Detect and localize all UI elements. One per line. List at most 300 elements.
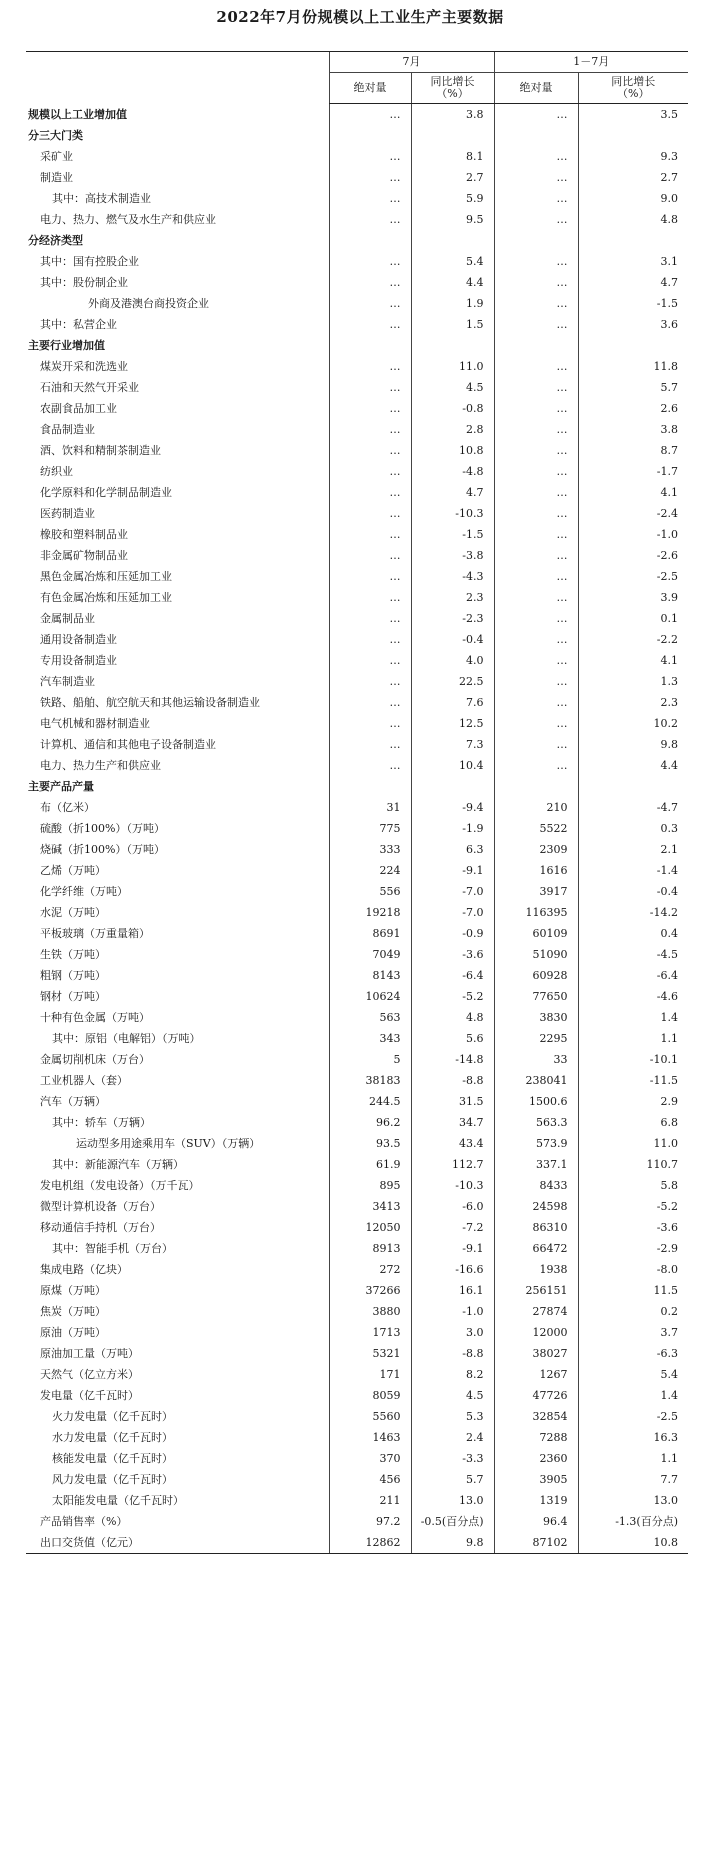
cell-jan-jul-absolute: … <box>494 251 578 272</box>
cell-jan-jul-yoy: 2.9 <box>578 1091 688 1112</box>
table-row <box>26 398 688 419</box>
cell-july-absolute: … <box>329 713 411 734</box>
cell-jan-jul-absolute: 210 <box>494 797 578 818</box>
cell-july-absolute: 211 <box>329 1490 411 1511</box>
cell-jan-jul-yoy: 4.8 <box>578 209 688 230</box>
cell-jan-jul-yoy: 8.7 <box>578 440 688 461</box>
table-row <box>26 734 688 755</box>
row-label: 化学原料和化学制品制造业 <box>40 486 172 499</box>
table-row <box>26 503 688 524</box>
cell-july-absolute: … <box>329 188 411 209</box>
row-label: 原油（万吨） <box>40 1326 106 1339</box>
cell-jan-jul-absolute: … <box>494 524 578 545</box>
table-row <box>26 1154 688 1175</box>
cell-jan-jul-yoy: 3.9 <box>578 587 688 608</box>
table-row <box>26 944 688 965</box>
cell-july-absolute <box>329 230 411 251</box>
cell-jan-jul-yoy <box>578 125 688 146</box>
cell-july-absolute <box>329 125 411 146</box>
table-row <box>26 440 688 461</box>
table-row <box>26 1217 688 1238</box>
cell-july-absolute: 244.5 <box>329 1091 411 1112</box>
table-row <box>26 1175 688 1196</box>
cell-jan-jul-absolute: 47726 <box>494 1385 578 1406</box>
cell-jan-jul-absolute: 86310 <box>494 1217 578 1238</box>
cell-jan-jul-yoy: 3.8 <box>578 419 688 440</box>
cell-jan-jul-yoy: 1.4 <box>578 1385 688 1406</box>
cell-july-yoy: 10.4 <box>411 755 494 776</box>
cell-jan-jul-absolute: … <box>494 692 578 713</box>
cell-july-yoy: 3.0 <box>411 1322 494 1343</box>
cell-july-absolute: 895 <box>329 1175 411 1196</box>
cell-jan-jul-yoy: 10.2 <box>578 713 688 734</box>
table-row <box>26 1490 688 1511</box>
header-group-july: 7月 <box>329 52 494 73</box>
cell-july-yoy: 8.2 <box>411 1364 494 1385</box>
cell-jan-jul-absolute: 1616 <box>494 860 578 881</box>
cell-july-absolute: … <box>329 692 411 713</box>
table-row <box>26 1280 688 1301</box>
row-label: 出口交货值（亿元） <box>26 1532 329 1554</box>
cell-jan-jul-absolute: … <box>494 377 578 398</box>
cell-jan-jul-yoy: 2.6 <box>578 398 688 419</box>
cell-jan-jul-absolute: … <box>494 545 578 566</box>
cell-july-yoy: -7.0 <box>411 902 494 923</box>
table-row <box>26 776 688 797</box>
row-label: 制造业 <box>40 171 73 184</box>
table-row <box>26 1427 688 1448</box>
table-row <box>26 104 688 126</box>
cell-jan-jul-yoy: 4.4 <box>578 755 688 776</box>
cell-july-absolute: … <box>329 545 411 566</box>
cell-july-yoy: 4.5 <box>411 1385 494 1406</box>
cell-july-absolute: … <box>329 251 411 272</box>
cell-july-absolute: 563 <box>329 1007 411 1028</box>
cell-jan-jul-absolute: 51090 <box>494 944 578 965</box>
cell-jan-jul-yoy: -1.7 <box>578 461 688 482</box>
cell-july-yoy: 12.5 <box>411 713 494 734</box>
cell-july-absolute: 333 <box>329 839 411 860</box>
cell-jan-jul-absolute: … <box>494 440 578 461</box>
cell-july-yoy <box>411 230 494 251</box>
row-label: 采矿业 <box>40 150 73 163</box>
cell-july-absolute: 37266 <box>329 1280 411 1301</box>
cell-july-yoy: -8.8 <box>411 1070 494 1091</box>
row-label: 太阳能发电量（亿千瓦时） <box>52 1494 184 1507</box>
cell-july-yoy: -14.8 <box>411 1049 494 1070</box>
cell-july-yoy: -4.8 <box>411 461 494 482</box>
cell-july-absolute: 96.2 <box>329 1112 411 1133</box>
cell-july-yoy: 4.5 <box>411 377 494 398</box>
cell-july-yoy: -6.0 <box>411 1196 494 1217</box>
row-label: 乙烯（万吨） <box>40 864 106 877</box>
cell-jan-jul-yoy <box>578 335 688 356</box>
cell-july-yoy: 43.4 <box>411 1133 494 1154</box>
cell-jan-jul-absolute: 27874 <box>494 1301 578 1322</box>
cell-jan-jul-yoy: -1.3(百分点) <box>578 1511 688 1532</box>
row-label: 运动型多用途乘用车（SUV）（万辆） <box>76 1137 261 1150</box>
cell-july-yoy: 5.7 <box>411 1469 494 1490</box>
cell-july-absolute: 343 <box>329 1028 411 1049</box>
table-row <box>26 650 688 671</box>
cell-july-yoy: 11.0 <box>411 356 494 377</box>
cell-jan-jul-yoy: 4.7 <box>578 272 688 293</box>
cell-july-absolute: … <box>329 356 411 377</box>
cell-july-absolute: 224 <box>329 860 411 881</box>
table-row <box>26 1091 688 1112</box>
cell-jan-jul-yoy: 11.8 <box>578 356 688 377</box>
table-row <box>26 986 688 1007</box>
cell-july-yoy: 22.5 <box>411 671 494 692</box>
cell-july-yoy: 2.7 <box>411 167 494 188</box>
cell-july-yoy: -8.8 <box>411 1343 494 1364</box>
cell-july-yoy <box>411 776 494 797</box>
cell-july-absolute: 5 <box>329 1049 411 1070</box>
cell-jan-jul-yoy: -6.4 <box>578 965 688 986</box>
cell-jan-jul-absolute: 2309 <box>494 839 578 860</box>
table-row <box>26 272 688 293</box>
cell-jan-jul-yoy: 9.8 <box>578 734 688 755</box>
table-row <box>26 482 688 503</box>
cell-july-yoy: -1.5 <box>411 524 494 545</box>
row-label: 橡胶和塑料制品业 <box>40 528 128 541</box>
row-label: 化学纤维（万吨） <box>40 885 128 898</box>
row-label: 其中：私营企业 <box>40 318 117 331</box>
cell-jan-jul-yoy: 3.6 <box>578 314 688 335</box>
cell-jan-jul-yoy: -2.6 <box>578 545 688 566</box>
cell-july-absolute: … <box>329 629 411 650</box>
cell-july-yoy: -0.9 <box>411 923 494 944</box>
cell-july-yoy: -5.2 <box>411 986 494 1007</box>
row-label: 粗钢（万吨） <box>40 969 106 982</box>
cell-july-absolute: 12862 <box>329 1532 411 1554</box>
cell-july-yoy: 5.9 <box>411 188 494 209</box>
cell-jan-jul-absolute: 77650 <box>494 986 578 1007</box>
cell-july-yoy: -10.3 <box>411 503 494 524</box>
table-row <box>26 713 688 734</box>
cell-july-absolute: … <box>329 587 411 608</box>
row-label: 水泥（万吨） <box>40 906 106 919</box>
cell-july-absolute: 3413 <box>329 1196 411 1217</box>
cell-july-absolute: … <box>329 293 411 314</box>
row-label: 其中：智能手机（万台） <box>52 1242 173 1255</box>
cell-jan-jul-yoy: 4.1 <box>578 482 688 503</box>
cell-july-absolute: 38183 <box>329 1070 411 1091</box>
cell-jan-jul-absolute: 8433 <box>494 1175 578 1196</box>
cell-jan-jul-absolute: 2360 <box>494 1448 578 1469</box>
cell-july-absolute: 370 <box>329 1448 411 1469</box>
cell-jan-jul-yoy: 1.1 <box>578 1028 688 1049</box>
cell-jan-jul-yoy: -11.5 <box>578 1070 688 1091</box>
cell-jan-jul-yoy: 9.3 <box>578 146 688 167</box>
cell-jan-jul-yoy: 11.5 <box>578 1280 688 1301</box>
cell-jan-jul-absolute: 33 <box>494 1049 578 1070</box>
cell-jan-jul-yoy: 5.8 <box>578 1175 688 1196</box>
cell-july-absolute: 19218 <box>329 902 411 923</box>
cell-jan-jul-yoy: -4.5 <box>578 944 688 965</box>
table-row <box>26 356 688 377</box>
cell-jan-jul-yoy: -3.6 <box>578 1217 688 1238</box>
table-row <box>26 377 688 398</box>
header-blank-cell <box>26 52 329 104</box>
cell-jan-jul-absolute: 337.1 <box>494 1154 578 1175</box>
cell-jan-jul-absolute: 96.4 <box>494 1511 578 1532</box>
cell-jan-jul-absolute: … <box>494 650 578 671</box>
cell-july-yoy: -1.9 <box>411 818 494 839</box>
cell-july-yoy: 9.8 <box>411 1532 494 1554</box>
cell-jan-jul-absolute: 12000 <box>494 1322 578 1343</box>
cell-july-yoy: -9.1 <box>411 1238 494 1259</box>
cell-jan-jul-yoy: 11.0 <box>578 1133 688 1154</box>
cell-july-yoy: 8.1 <box>411 146 494 167</box>
cell-jan-jul-yoy: -4.7 <box>578 797 688 818</box>
cell-july-absolute: … <box>329 566 411 587</box>
cell-jan-jul-yoy: -10.1 <box>578 1049 688 1070</box>
table-row <box>26 881 688 902</box>
cell-jan-jul-yoy <box>578 776 688 797</box>
cell-july-yoy: -0.5(百分点) <box>411 1511 494 1532</box>
cell-july-absolute: 7049 <box>329 944 411 965</box>
cell-july-yoy: 4.8 <box>411 1007 494 1028</box>
cell-jan-jul-absolute <box>494 776 578 797</box>
row-label: 工业机器人（套） <box>40 1074 128 1087</box>
row-label: 其中：原铝（电解铝）（万吨） <box>52 1032 201 1045</box>
cell-jan-jul-yoy: -6.3 <box>578 1343 688 1364</box>
row-label: 硫酸（折100%）（万吨） <box>40 822 165 835</box>
table-row <box>26 209 688 230</box>
cell-july-yoy: -0.8 <box>411 398 494 419</box>
table-row <box>26 902 688 923</box>
cell-jan-jul-absolute: … <box>494 272 578 293</box>
row-label: 专用设备制造业 <box>40 654 117 667</box>
table-row <box>26 524 688 545</box>
cell-july-yoy: 1.9 <box>411 293 494 314</box>
row-label: 微型计算机设备（万台） <box>40 1200 161 1213</box>
cell-jan-jul-absolute: 66472 <box>494 1238 578 1259</box>
cell-jan-jul-yoy: -5.2 <box>578 1196 688 1217</box>
cell-july-absolute <box>329 776 411 797</box>
table-row <box>26 692 688 713</box>
cell-jan-jul-yoy: 13.0 <box>578 1490 688 1511</box>
cell-july-absolute: 8691 <box>329 923 411 944</box>
cell-jan-jul-yoy: -2.5 <box>578 1406 688 1427</box>
cell-jan-jul-yoy: 1.3 <box>578 671 688 692</box>
table-row <box>26 1133 688 1154</box>
row-label: 分三大门类 <box>28 129 83 142</box>
cell-jan-jul-absolute: … <box>494 734 578 755</box>
cell-july-absolute: … <box>329 272 411 293</box>
row-label: 水力发电量（亿千瓦时） <box>52 1431 173 1444</box>
cell-jan-jul-yoy: -2.2 <box>578 629 688 650</box>
row-label: 汽车（万辆） <box>40 1095 106 1108</box>
cell-jan-jul-yoy: 0.1 <box>578 608 688 629</box>
cell-jan-jul-absolute: 563.3 <box>494 1112 578 1133</box>
table-row <box>26 566 688 587</box>
table-header <box>26 52 688 104</box>
cell-july-absolute: … <box>329 314 411 335</box>
row-label: 铁路、船舶、航空航天和其他运输设备制造业 <box>40 696 260 709</box>
table-row <box>26 1259 688 1280</box>
cell-july-absolute: 8059 <box>329 1385 411 1406</box>
row-label: 农副食品加工业 <box>40 402 117 415</box>
cell-jan-jul-yoy: -1.5 <box>578 293 688 314</box>
cell-july-absolute: … <box>329 755 411 776</box>
cell-july-absolute: … <box>329 146 411 167</box>
data-table <box>26 51 688 1554</box>
cell-july-absolute: … <box>329 167 411 188</box>
cell-jan-jul-yoy: 2.7 <box>578 167 688 188</box>
row-label: 发电量（亿千瓦时） <box>40 1389 139 1402</box>
table-row <box>26 629 688 650</box>
cell-july-yoy: 4.7 <box>411 482 494 503</box>
cell-jan-jul-yoy: 0.2 <box>578 1301 688 1322</box>
cell-jan-jul-yoy: 6.8 <box>578 1112 688 1133</box>
cell-jan-jul-yoy: 0.3 <box>578 818 688 839</box>
cell-jan-jul-absolute: … <box>494 629 578 650</box>
cell-jan-jul-yoy: -2.5 <box>578 566 688 587</box>
cell-jan-jul-absolute: … <box>494 356 578 377</box>
cell-july-absolute: … <box>329 461 411 482</box>
cell-jan-jul-yoy: 0.4 <box>578 923 688 944</box>
header-group-jan-jul: 1－7月 <box>494 52 688 73</box>
row-label: 其中：新能源汽车（万辆） <box>52 1158 184 1171</box>
cell-july-absolute: 31 <box>329 797 411 818</box>
cell-july-absolute: 3880 <box>329 1301 411 1322</box>
cell-july-yoy: 5.3 <box>411 1406 494 1427</box>
cell-jan-jul-absolute: 3830 <box>494 1007 578 1028</box>
table-row <box>26 1343 688 1364</box>
cell-july-yoy: 16.1 <box>411 1280 494 1301</box>
cell-jan-jul-absolute: 5522 <box>494 818 578 839</box>
cell-july-absolute: … <box>329 209 411 230</box>
cell-july-yoy: 3.8 <box>411 104 494 126</box>
cell-july-absolute: 171 <box>329 1364 411 1385</box>
cell-july-yoy <box>411 125 494 146</box>
cell-jan-jul-absolute: … <box>494 293 578 314</box>
table-row <box>26 587 688 608</box>
cell-jan-jul-yoy: 1.4 <box>578 1007 688 1028</box>
cell-july-absolute: 97.2 <box>329 1511 411 1532</box>
table-row <box>26 860 688 881</box>
cell-july-absolute: … <box>329 608 411 629</box>
cell-july-absolute: … <box>329 482 411 503</box>
row-label: 煤炭开采和洗选业 <box>40 360 128 373</box>
cell-jan-jul-absolute: 24598 <box>494 1196 578 1217</box>
row-label: 风力发电量（亿千瓦时） <box>52 1473 173 1486</box>
cell-jan-jul-absolute: … <box>494 419 578 440</box>
row-label: 移动通信手持机（万台） <box>40 1221 161 1234</box>
cell-july-yoy: 31.5 <box>411 1091 494 1112</box>
cell-july-yoy: -9.4 <box>411 797 494 818</box>
cell-jan-jul-yoy: 2.1 <box>578 839 688 860</box>
cell-jan-jul-yoy: 9.0 <box>578 188 688 209</box>
table-row <box>26 1511 688 1532</box>
table-row <box>26 1112 688 1133</box>
cell-july-absolute: … <box>329 650 411 671</box>
cell-july-absolute: … <box>329 377 411 398</box>
row-label: 汽车制造业 <box>40 675 95 688</box>
table-row <box>26 293 688 314</box>
cell-july-yoy: 2.8 <box>411 419 494 440</box>
cell-july-yoy: -3.6 <box>411 944 494 965</box>
header-july-yoy: 同比增长 （%） <box>411 73 494 104</box>
cell-july-absolute: 556 <box>329 881 411 902</box>
cell-july-yoy: -9.1 <box>411 860 494 881</box>
cell-july-yoy: -7.2 <box>411 1217 494 1238</box>
row-label: 主要行业增加值 <box>28 339 105 352</box>
table-row <box>26 839 688 860</box>
table-row <box>26 1406 688 1427</box>
table-row <box>26 1238 688 1259</box>
row-label: 十种有色金属（万吨） <box>40 1011 150 1024</box>
cell-july-yoy <box>411 335 494 356</box>
row-label: 平板玻璃（万重量箱） <box>40 927 150 940</box>
row-label: 石油和天然气开采业 <box>40 381 139 394</box>
cell-jan-jul-yoy: 110.7 <box>578 1154 688 1175</box>
row-label: 外商及港澳台商投资企业 <box>88 297 209 310</box>
cell-jan-jul-absolute: 573.9 <box>494 1133 578 1154</box>
cell-jan-jul-yoy: -0.4 <box>578 881 688 902</box>
cell-july-absolute: 8913 <box>329 1238 411 1259</box>
table-row <box>26 671 688 692</box>
row-label: 规模以上工业增加值 <box>28 107 127 121</box>
cell-july-absolute <box>329 335 411 356</box>
cell-july-absolute: … <box>329 671 411 692</box>
table-row <box>26 1028 688 1049</box>
cell-jan-jul-absolute: 1267 <box>494 1364 578 1385</box>
cell-jan-jul-yoy: 5.7 <box>578 377 688 398</box>
cell-jan-jul-absolute: … <box>494 188 578 209</box>
table-row <box>26 1448 688 1469</box>
cell-jan-jul-yoy: 3.7 <box>578 1322 688 1343</box>
table-row <box>26 419 688 440</box>
table-row <box>26 1322 688 1343</box>
cell-july-absolute: 1713 <box>329 1322 411 1343</box>
cell-jan-jul-absolute: … <box>494 713 578 734</box>
cell-jan-jul-absolute: … <box>494 755 578 776</box>
cell-jan-jul-yoy: 3.1 <box>578 251 688 272</box>
table-row <box>26 1364 688 1385</box>
row-label: 通用设备制造业 <box>40 633 117 646</box>
row-label: 钢材（万吨） <box>40 990 106 1003</box>
table-body <box>26 104 688 1554</box>
table-row <box>26 755 688 776</box>
cell-jan-jul-yoy: 7.7 <box>578 1469 688 1490</box>
cell-jan-jul-absolute: … <box>494 671 578 692</box>
table-row <box>26 923 688 944</box>
cell-jan-jul-yoy: -1.4 <box>578 860 688 881</box>
cell-july-yoy: 10.8 <box>411 440 494 461</box>
cell-july-yoy: 13.0 <box>411 1490 494 1511</box>
row-label: 分经济类型 <box>28 234 83 247</box>
cell-jan-jul-absolute: … <box>494 314 578 335</box>
table-row <box>26 461 688 482</box>
table-row <box>26 1007 688 1028</box>
cell-jan-jul-yoy: -14.2 <box>578 902 688 923</box>
row-label: 其中：国有控股企业 <box>40 255 139 268</box>
row-label: 主要产品产量 <box>28 780 94 793</box>
cell-jan-jul-yoy <box>578 230 688 251</box>
cell-jan-jul-absolute: … <box>494 608 578 629</box>
cell-july-absolute: 775 <box>329 818 411 839</box>
cell-jan-jul-absolute <box>494 125 578 146</box>
table-row <box>26 797 688 818</box>
cell-july-yoy: -16.6 <box>411 1259 494 1280</box>
cell-july-absolute: 93.5 <box>329 1133 411 1154</box>
cell-july-yoy: 6.3 <box>411 839 494 860</box>
row-label: 发电机组（发电设备）（万千瓦） <box>40 1179 200 1192</box>
cell-july-absolute: 8143 <box>329 965 411 986</box>
